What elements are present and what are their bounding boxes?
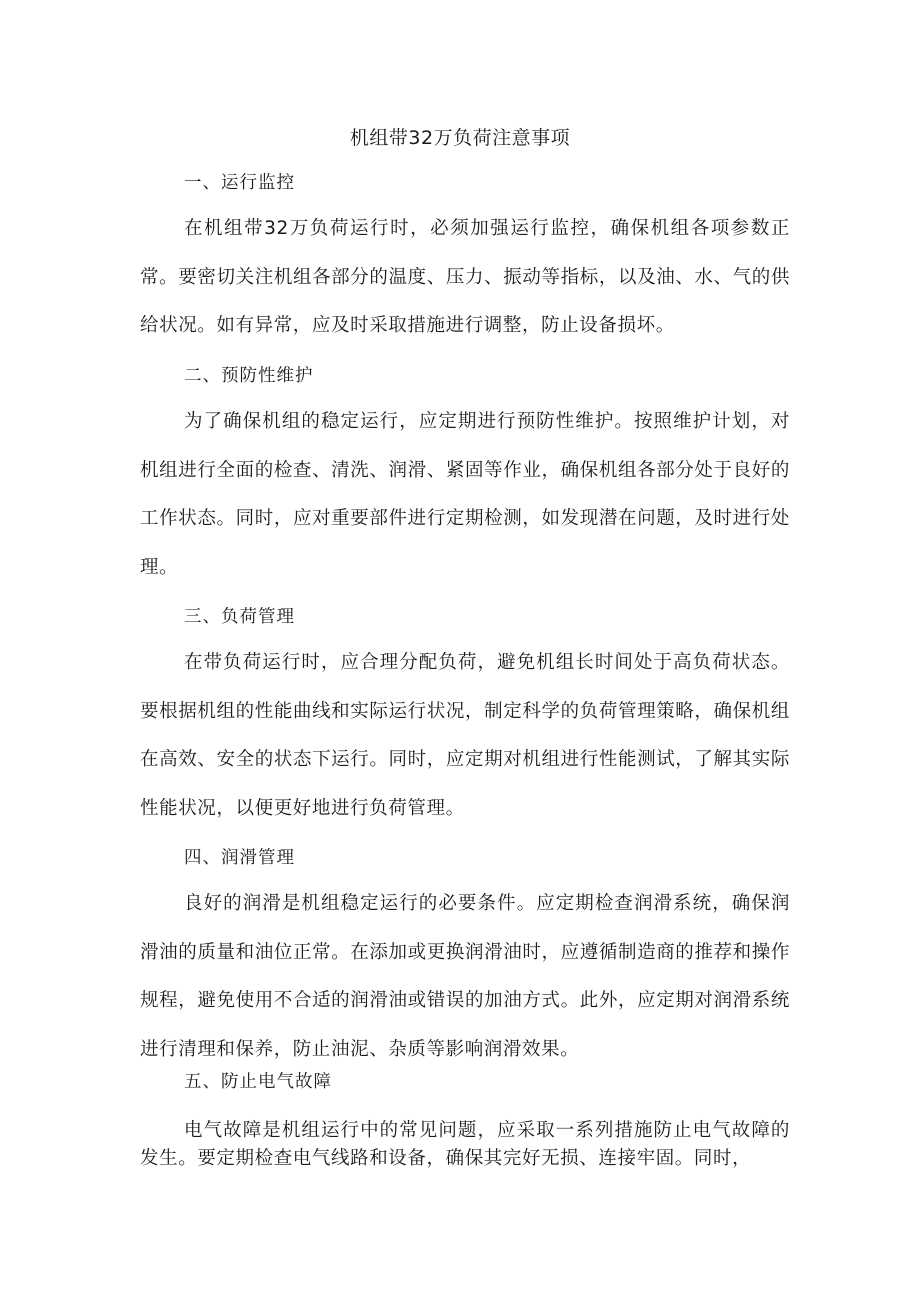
section-heading-electrical: 五、防止电气故障: [184, 1072, 332, 1092]
section-heading-monitoring: 一、运行监控: [184, 173, 295, 193]
section-body-load-management: 在带负荷运行时，应合理分配负荷，避免机组长时间处于高负荷状态。要根据机组的性能曲线和实际运行状况，制定科学的负荷管理策略，确保机组在高效、安全的状态下运行。同时，应定期对机组进行性能测试，了解其实际性能状况，以便更好地进行负荷管理。: [140, 652, 790, 819]
section-heading-preventive-maintenance: 二、预防性维护: [184, 366, 314, 386]
section-heading-lubrication: 四、润滑管理: [184, 848, 295, 868]
section-body-monitoring: 在机组带32万负荷运行时，必须加强运行监控，确保机组各项参数正常。要密切关注机组各部分的温度、压力、振动等指标，以及油、水、气的供给状况。如有异常，应及时采取措施进行调整，防止设备损坏。: [140, 218, 790, 336]
section-heading-load-management: 三、负荷管理: [184, 607, 295, 627]
section-body-preventive-maintenance: 为了确保机组的稳定运行，应定期进行预防性维护。按照维护计划，对机组进行全面的检查、清洗、润滑、紧固等作业，确保机组各部分处于良好的工作状态。同时，应对重要部件进行定期检测，如发现潜在问题，及时进行处理。: [140, 411, 790, 578]
section-body-electrical: 电气故障是机组运行中的常见问题，应采取一系列措施防止电气故障的发生。要定期检查电气线路和设备，确保其完好无损、连接牢固。同时，: [140, 1120, 790, 1169]
document-title: 机组带32万负荷注意事项: [349, 127, 571, 149]
section-body-lubrication: 良好的润滑是机组稳定运行的必要条件。应定期检查润滑系统，确保润滑油的质量和油位正常。在添加或更换润滑油时，应遵循制造商的推荐和操作规程，避免使用不合适的润滑油或错误的加油方式。此外，应定期对润滑系统进行清理和保养，防止油泥、杂质等影响润滑效果。: [140, 893, 790, 1060]
